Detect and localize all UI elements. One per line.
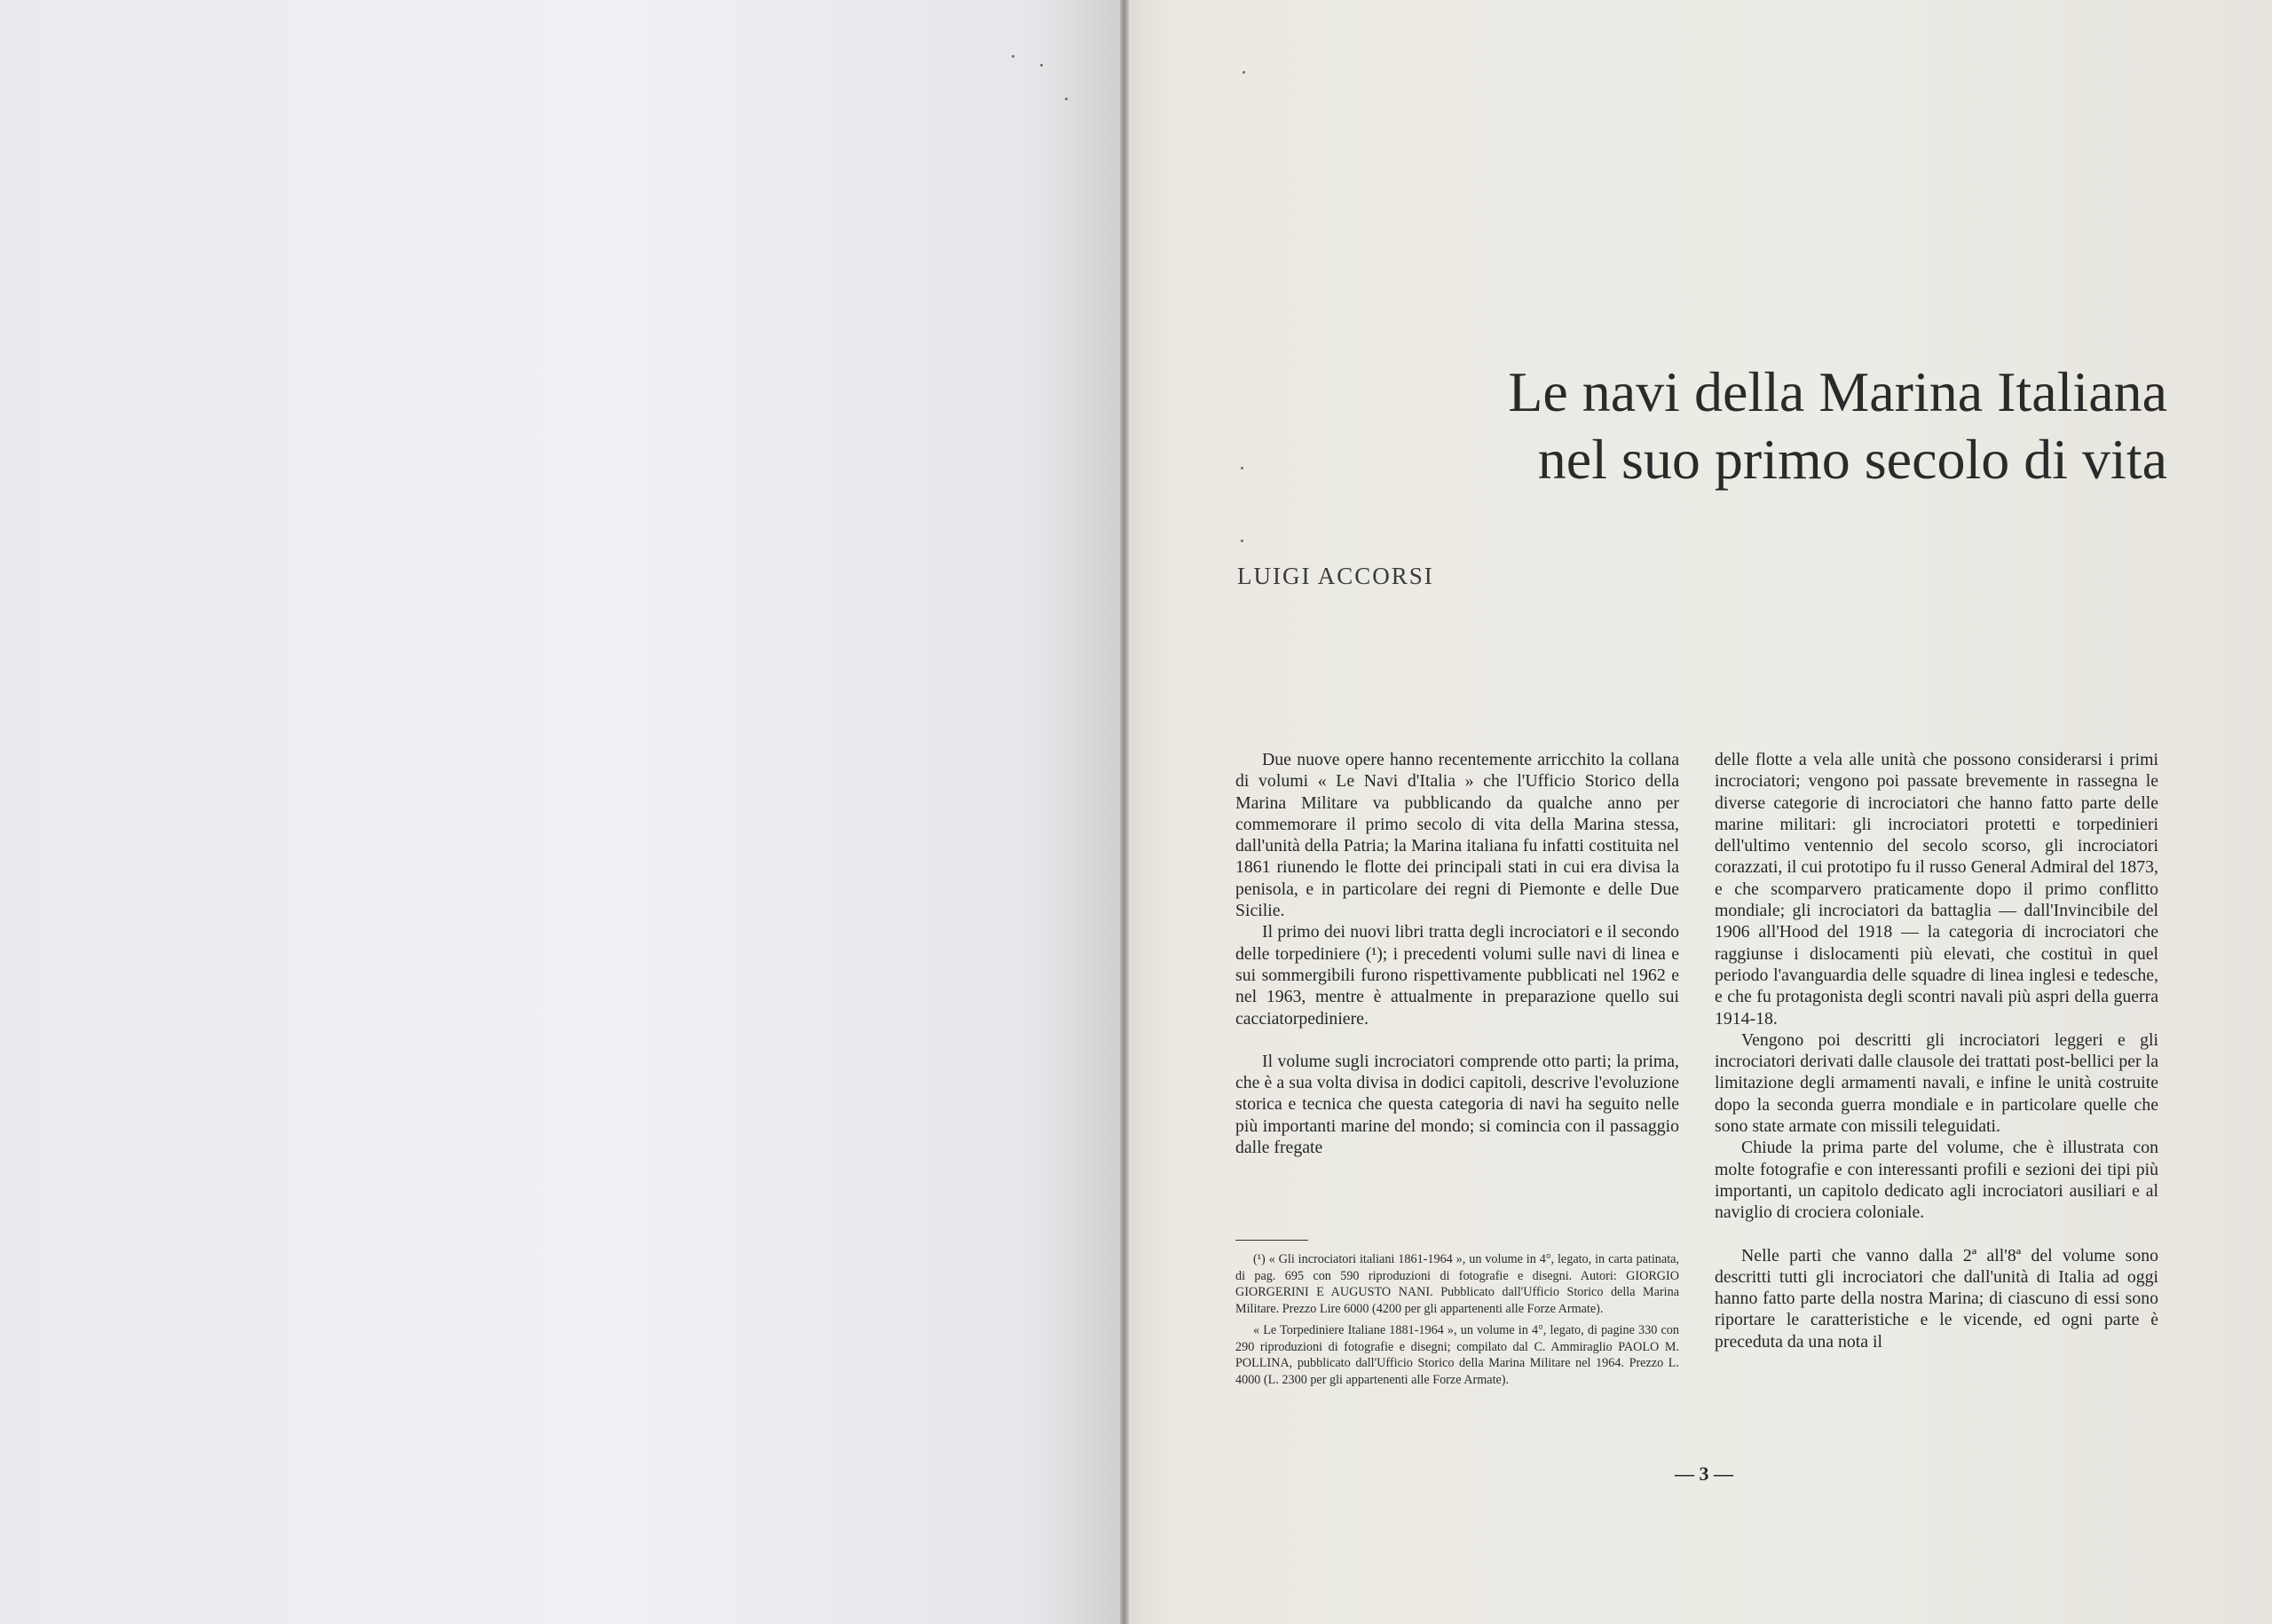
print-speck [1065, 98, 1068, 100]
page-number: — 3 — [1675, 1462, 1733, 1485]
paragraph: Vengono poi descritti gli incrociatori leggeri e gli incrociatori derivati dalle clausole dei trattati post-bellici per la limitazione degli armamenti navali, e infine le unità costruite dopo la seconda guerra mondiale e in particolare quelle che sono state armate con missili teleguidati. [1715, 1029, 2158, 1137]
footnote: (¹) « Gli incrociatori italiani 1861-1964 », un volume in 4°, legato, in carta patinata, di pag. 695 con 590 riproduzioni di fotografie e disegni. Autori: GIORGIO GIORGERINI E AUGUSTO NANI. Pubblicato dall'Ufficio Storico della Marina Militare. Prezzo Lire 6000 (4200 per gli appartenenti alle Forze Armate). [1235, 1252, 1679, 1316]
article-title [1369, 359, 2167, 493]
paragraph: Chiude la prima parte del volume, che è illustrata con molte fotografie e con interessanti profili e sezioni dei tipi più importanti, un capitolo dedicato agli incrociatori ausiliari e al naviglio di crociera coloniale. [1715, 1138, 2158, 1223]
paragraph: Due nuove opere hanno recentemente arricchito la collana di volumi « Le Navi d'Italia » che l'Ufficio Storico della Marina Militare va pubblicando da qualche anno per commemorare il primo secolo di vita della Marina stessa, dall'unità della Patria; la Marina italiana fu infatti costituita nel 1861 riunendo le flotte dei principali stati in cui era divisa la penisola, e in particolare dei regni di Piemonte e delle Due Sicilie. [1235, 750, 1679, 921]
left-page-blank [0, 0, 1122, 1624]
print-speck [1040, 64, 1043, 67]
paragraph: Nelle parti che vanno dalla 2ª all'8ª del volume sono descritti tutti gli incrociatori che dall'unità di Italia ad oggi hanno fatto parte della nostra Marina; di ciascuno di essi sono riportare le caratteristiche e le vicende, ed ogni parte è preceduta da una nota il [1715, 1245, 2158, 1352]
book-gutter [1120, 0, 1129, 1624]
title-line-1: Le navi della Marina Italiana [1508, 360, 2167, 423]
print-speck [1012, 55, 1014, 58]
paragraph: Il primo dei nuovi libri tratta degli incrociatori e il secondo delle torpediniere (¹); i precedenti volumi sulle navi di linea e sui sommergibili furono rispettivamente pubblicati nel 1962 e nel 1963, mentre è attualmente in preparazione quello sui cacciatorpediniere. [1235, 922, 1679, 1029]
paragraph: delle flotte a vela alle unità che possono considerarsi i primi incrociatori; vengono poi passate brevemente in rassegna le diverse categorie di incrociatori che hanno fatto parte delle marine militari: gli incrociatori protetti e torpedinieri dell'ultimo ventennio del secolo scorso, gli incrociatori corazzati, il cui prototipo fu il russo General Admiral del 1873, e che scomparvero praticamente dopo il primo conflitto mondiale; gli incrociatori da battaglia — dall'Invincibile del 1906 all'Hood del 1918 — la categoria di incrociatori che raggiunse i dislocamenti più elevati, che costituì in quel periodo l'avanguardia delle squadre di linea inglesi e tedesche, e che fu protagonista degli scontri navali più aspri della guerra 1914-18. [1715, 750, 2158, 1029]
title-line-2: nel suo primo secolo di vita [1537, 428, 2167, 491]
author-name: LUIGI ACCORSI [1237, 563, 1434, 589]
paragraph: Il volume sugli incrociatori comprende otto parti; la prima, che è a sua volta divisa in dodici capitoli, descrive l'evoluzione storica e tecnica che questa categoria di navi ha seguito nelle più importanti marine del mondo; si comincia con il passaggio dalle fregate [1235, 1051, 1679, 1158]
footnote: « Le Torpediniere Italiane 1881-1964 », un volume in 4°, legato, di pagine 330 con 290 riproduzioni di fotografie e disegni; compilato dal C. Ammiraglio PAOLO M. POLLINA, pubblicato dall'Ufficio Storico della Marina Militare nel 1964. Prezzo L. 4000 (L. 2300 per gli appartenenti alle Forze Armate). [1235, 1323, 1679, 1387]
text-column-right [1715, 749, 2158, 1352]
print-speck [1241, 467, 1243, 469]
text-column-left [1235, 749, 1679, 1158]
print-speck [1242, 71, 1245, 74]
footnote-divider [1235, 1240, 1308, 1241]
print-speck [1241, 540, 1243, 542]
footnotes [1235, 1251, 1679, 1393]
